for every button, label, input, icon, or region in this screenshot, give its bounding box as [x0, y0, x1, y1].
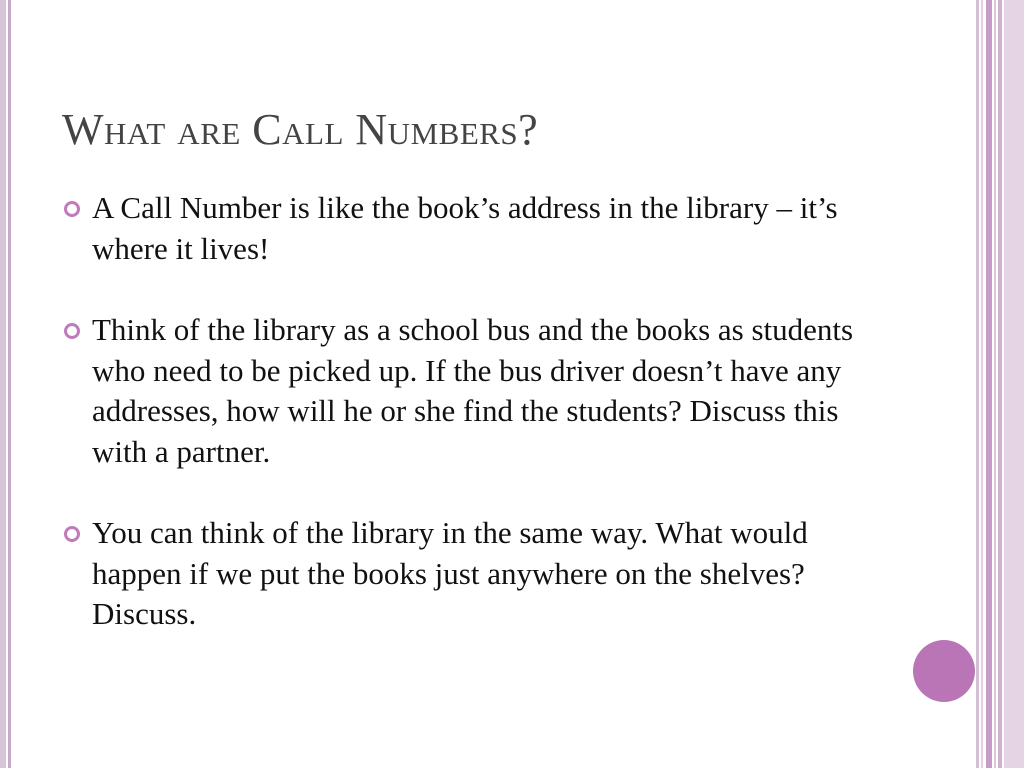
bullet-text: You can think of the library in the same way. What would happen if we put the books just anywhere on the shelves? Discuss. [92, 515, 808, 631]
bullet-list [62, 188, 892, 676]
ring-bullet-icon [64, 201, 80, 217]
right-border-decoration [976, 0, 1024, 768]
border-stripe [998, 0, 1002, 768]
bullet-item [62, 513, 892, 635]
bullet-text: A Call Number is like the book’s address in the library – it’s where it lives! [92, 190, 838, 266]
border-stripe [994, 0, 996, 768]
slide-title: What are Call Numbers? [62, 105, 539, 154]
ring-bullet-icon [64, 526, 80, 542]
border-stripe [986, 0, 992, 768]
left-border-decoration [0, 0, 6, 768]
border-stripe [976, 0, 979, 768]
ring-bullet-icon [64, 323, 80, 339]
left-border-line [8, 0, 11, 768]
bullet-item [62, 310, 892, 472]
accent-circle-decoration [913, 640, 975, 702]
bullet-item [62, 188, 892, 269]
border-stripe [1004, 0, 1024, 768]
bullet-text: Think of the library as a school bus and the books as students who need to be picked up. If the bus driver doesn’t have any addresses, how will he or she find the students? Discuss this with a partner. [92, 312, 854, 469]
border-stripe [981, 0, 983, 768]
